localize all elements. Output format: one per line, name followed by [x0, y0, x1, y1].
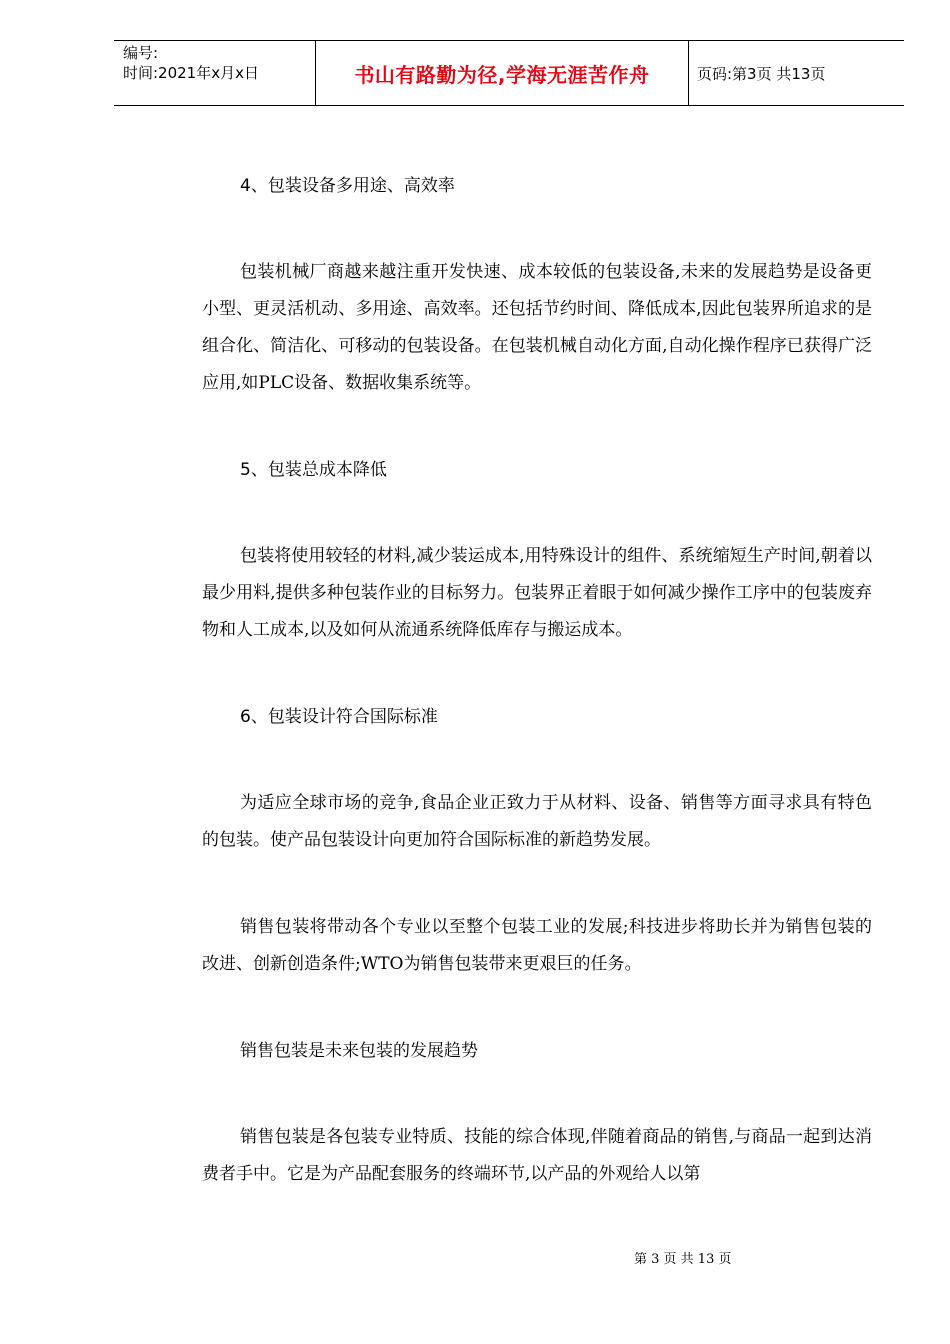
- header-motto: 书山有路勤为径,学海无涯苦作舟: [354, 62, 650, 87]
- section-heading-4: 4、包装设备多用途、高效率: [240, 176, 455, 196]
- document-body: [202, 168, 872, 1193]
- serial-number-label: 编号:: [123, 44, 159, 62]
- header-page-number: 页码:第3页 共13页: [697, 64, 826, 83]
- header-motto-cell: [316, 41, 689, 105]
- paragraph-sales-packaging: 销售包装将带动各个专业以至整个包装工业的发展;科技进步将助长并为销售包装的改进、创新创造条件;WTO为销售包装带来更艰巨的任务。: [202, 917, 872, 974]
- paragraph-trend: 销售包装是各包装专业特质、技能的综合体现,伴随着商品的销售,与商品一起到达消费者手中。它是为产品配套服务的终端环节,以产品的外观给人以第: [202, 1127, 872, 1184]
- header-page-cell: [689, 41, 904, 105]
- paragraph-cost: 包装将使用较轻的材料,减少装运成本,用特殊设计的组件、系统缩短生产时间,朝着以最少用料,提供多种包装作业的目标努力。包装界正着眼于如何减少操作工序中的包装废弃物和人工成本,以及如何从流通系统降低库存与搬运成本。: [202, 546, 872, 640]
- header-meta-cell: [114, 41, 316, 105]
- section-heading-5: 5、包装总成本降低: [240, 460, 387, 480]
- date-label: 时间:2021年x月x日: [123, 64, 259, 82]
- paragraph-standards: 为适应全球市场的竞争,食品企业正致力于从材料、设备、销售等方面寻求具有特色的包装。使产品包装设计向更加符合国际标准的新趋势发展。: [202, 793, 872, 850]
- section-heading-trend: 销售包装是未来包装的发展趋势: [240, 1041, 478, 1061]
- paragraph-equipment: 包装机械厂商越来越注重开发快速、成本较低的包装设备,未来的发展趋势是设备更小型、更灵活机动、多用途、高效率。还包括节约时间、降低成本,因此包装界所追求的是组合化、简洁化、可移动的包装设备。在包装机械自动化方面,自动化操作程序已获得广泛应用,如PLC设备、数据收集系统等。: [202, 262, 872, 393]
- page-footer: 第 3 页 共 13 页: [634, 1252, 732, 1267]
- section-heading-6: 6、包装设计符合国际标准: [240, 707, 438, 727]
- document-header: [114, 40, 904, 106]
